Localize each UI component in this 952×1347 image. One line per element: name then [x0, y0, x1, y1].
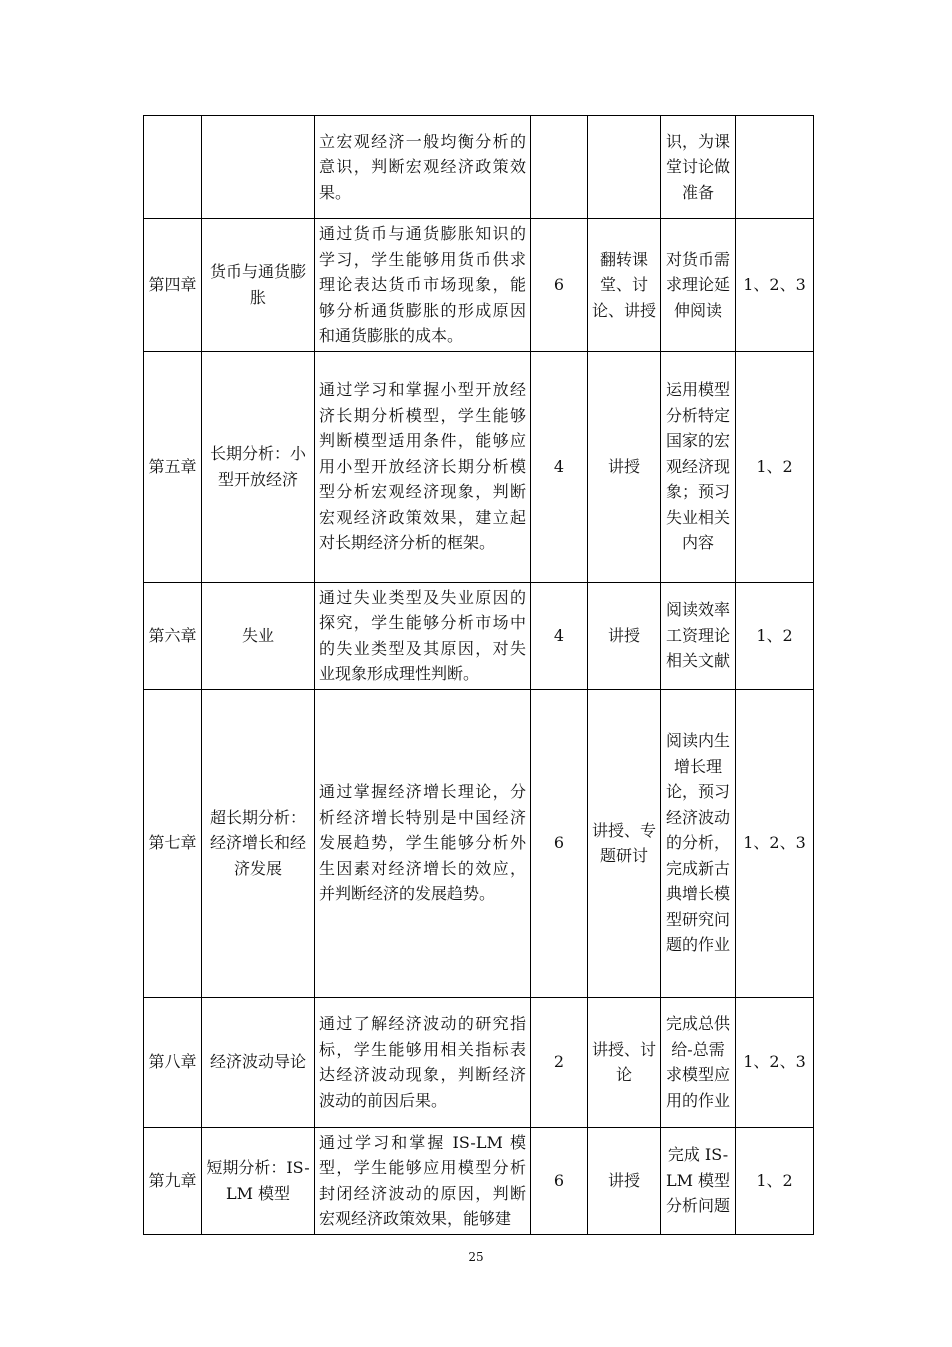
- homework-cell: 对货币需求理论延伸阅读: [661, 219, 736, 352]
- objective-cell: 通过学习和掌握 IS-LM 模型，学生能够应用模型分析封闭经济波动的原因，判断宏观经济政策效果，能够建: [315, 1127, 531, 1234]
- method-cell: 讲授: [588, 1127, 661, 1234]
- objective-cell: 通过学习和掌握小型开放经济长期分析模型，学生能够判断模型适用条件，能够应用小型开放经济长期分析模型分析宏观经济现象，判断宏观经济政策效果，建立起对长期经济分析的框架。: [315, 351, 531, 582]
- goal-cell: [736, 116, 814, 219]
- chapter-title-cell: 超长期分析：经济增长和经济发展: [202, 689, 315, 997]
- chapter-cell: [144, 116, 202, 219]
- table-row: [144, 997, 814, 1127]
- table-row: [144, 219, 814, 352]
- objective-cell: 立宏观经济一般均衡分析的意识，判断宏观经济政策效果。: [315, 116, 531, 219]
- goal-cell: 1、2、3: [736, 689, 814, 997]
- method-cell: 讲授、专题研讨: [588, 689, 661, 997]
- table-row: [144, 351, 814, 582]
- objective-cell: 通过失业类型及失业原因的探究，学生能够分析市场中的失业类型及其原因，对失业现象形成理性判断。: [315, 582, 531, 689]
- chapter-cell: 第六章: [144, 582, 202, 689]
- method-cell: [588, 116, 661, 219]
- goal-cell: 1、2、3: [736, 997, 814, 1127]
- homework-cell: 阅读内生增长理论，预习经济波动的分析，完成新古典增长模型研究问题的作业: [661, 689, 736, 997]
- hours-cell: 2: [531, 997, 588, 1127]
- goal-cell: 1、2: [736, 1127, 814, 1234]
- chapter-title-cell: [202, 116, 315, 219]
- hours-cell: [531, 116, 588, 219]
- chapter-title-cell: 货币与通货膨胀: [202, 219, 315, 352]
- chapter-cell: 第九章: [144, 1127, 202, 1234]
- chapter-title-cell: 经济波动导论: [202, 997, 315, 1127]
- chapter-title-cell: 失业: [202, 582, 315, 689]
- goal-cell: 1、2: [736, 351, 814, 582]
- objective-cell: 通过了解经济波动的研究指标，学生能够用相关指标表达经济波动现象，判断经济波动的前因后果。: [315, 997, 531, 1127]
- chapter-cell: 第七章: [144, 689, 202, 997]
- table-row: [144, 116, 814, 219]
- hours-cell: 4: [531, 351, 588, 582]
- table-row: [144, 582, 814, 689]
- table-row: [144, 689, 814, 997]
- homework-cell: 阅读效率工资理论相关文献: [661, 582, 736, 689]
- page-number: 25: [468, 1250, 484, 1264]
- goal-cell: 1、2、3: [736, 219, 814, 352]
- objective-cell: 通过货币与通货膨胀知识的学习，学生能够用货币供求理论表达货币市场现象，能够分析通货膨胀的形成原因和通货膨胀的成本。: [315, 219, 531, 352]
- homework-cell: 识，为课堂讨论做准备: [661, 116, 736, 219]
- chapter-title-cell: 长期分析：小型开放经济: [202, 351, 315, 582]
- chapter-cell: 第五章: [144, 351, 202, 582]
- method-cell: 讲授: [588, 582, 661, 689]
- homework-cell: 完成 IS-LM 模型分析问题: [661, 1127, 736, 1234]
- chapter-title-cell: 短期分析：IS-LM 模型: [202, 1127, 315, 1234]
- hours-cell: 6: [531, 689, 588, 997]
- goal-cell: 1、2: [736, 582, 814, 689]
- method-cell: 翻转课堂、讨论、讲授: [588, 219, 661, 352]
- hours-cell: 6: [531, 219, 588, 352]
- chapter-cell: 第八章: [144, 997, 202, 1127]
- chapter-cell: 第四章: [144, 219, 202, 352]
- course-schedule-table: [143, 115, 814, 1235]
- objective-cell: 通过掌握经济增长理论，分析经济增长特别是中国经济发展趋势，学生能够分析外生因素对经济增长的效应，并判断经济的发展趋势。: [315, 689, 531, 997]
- hours-cell: 6: [531, 1127, 588, 1234]
- table-row: [144, 1127, 814, 1234]
- hours-cell: 4: [531, 582, 588, 689]
- homework-cell: 运用模型分析特定国家的宏观经济现象；预习失业相关内容: [661, 351, 736, 582]
- homework-cell: 完成总供给-总需求模型应用的作业: [661, 997, 736, 1127]
- method-cell: 讲授、讨论: [588, 997, 661, 1127]
- method-cell: 讲授: [588, 351, 661, 582]
